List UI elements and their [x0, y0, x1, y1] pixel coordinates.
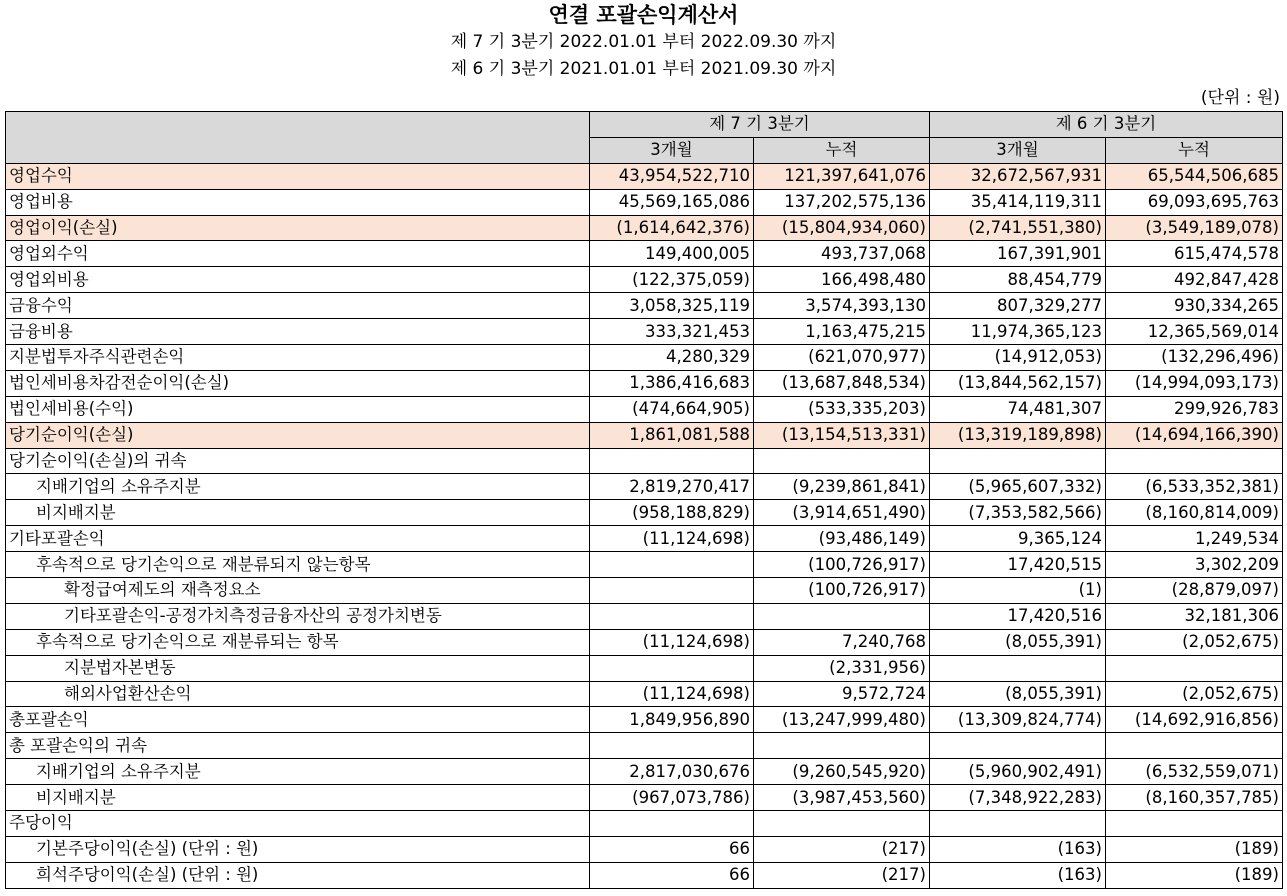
value-cell: 35,414,119,311 — [930, 189, 1106, 215]
value-cell: (163) — [930, 836, 1106, 862]
value-cell: 17,420,516 — [930, 603, 1106, 629]
value-cell — [930, 655, 1106, 681]
row-label: 지배기업의 소유주지분 — [6, 759, 590, 785]
value-cell: (5,960,902,491) — [930, 759, 1106, 785]
table-row — [6, 448, 1283, 474]
value-cell: 167,391,901 — [930, 241, 1106, 267]
row-label: 후속적으로 당기손익으로 재분류되지 않는항목 — [6, 552, 590, 578]
row-label: 비지배지분 — [6, 500, 590, 526]
value-cell: 1,249,534 — [1106, 526, 1283, 552]
value-cell — [754, 448, 930, 474]
value-cell: (6,532,559,071) — [1106, 759, 1283, 785]
table-row — [6, 241, 1283, 267]
value-cell: (967,073,786) — [590, 785, 754, 811]
table-row — [6, 215, 1283, 241]
row-label: 법인세비용(수익) — [6, 396, 590, 422]
value-cell: (100,726,917) — [754, 578, 930, 604]
value-cell: (9,239,861,841) — [754, 474, 930, 500]
value-cell: 66 — [590, 862, 754, 888]
value-cell: (100,726,917) — [754, 552, 930, 578]
value-cell: (3,987,453,560) — [754, 785, 930, 811]
value-cell: (13,247,999,480) — [754, 707, 930, 733]
period-prior: 제 6 기 3분기 2021.01.01 부터 2021.09.30 까지 — [450, 59, 837, 79]
value-cell — [590, 552, 754, 578]
value-cell: (13,319,189,898) — [930, 422, 1106, 448]
table-row — [6, 500, 1283, 526]
value-cell: 69,093,695,763 — [1106, 189, 1283, 215]
value-cell: (122,375,059) — [590, 267, 754, 293]
value-cell: (15,804,934,060) — [754, 215, 930, 241]
row-label: 기타포괄손익-공정가치측정금융자산의 공정가치변동 — [6, 603, 590, 629]
value-cell: (11,124,698) — [590, 681, 754, 707]
row-label: 당기순이익(손실) — [6, 422, 590, 448]
value-cell: (7,353,582,566) — [930, 500, 1106, 526]
row-label: 금융비용 — [6, 319, 590, 345]
row-label: 확정급여제도의 재측정요소 — [6, 578, 590, 604]
value-cell: (217) — [754, 836, 930, 862]
header-current-period: 제 7 기 3분기 — [590, 112, 930, 138]
header-prior-cum: 누적 — [1106, 137, 1283, 163]
value-cell: 1,163,475,215 — [754, 319, 930, 345]
value-cell: (2,741,551,380) — [930, 215, 1106, 241]
table-row — [6, 785, 1283, 811]
table-row — [6, 707, 1283, 733]
value-cell: (533,335,203) — [754, 396, 930, 422]
table-row — [6, 370, 1283, 396]
header-prior-period: 제 6 기 3분기 — [930, 112, 1283, 138]
row-label: 비지배지분 — [6, 785, 590, 811]
value-cell — [590, 578, 754, 604]
row-label: 지분법자본변동 — [6, 655, 590, 681]
header-prior-3m: 3개월 — [930, 137, 1106, 163]
value-cell: (6,533,352,381) — [1106, 474, 1283, 500]
row-label: 영업외수익 — [6, 241, 590, 267]
table-row — [6, 629, 1283, 655]
value-cell: (14,694,166,390) — [1106, 422, 1283, 448]
value-cell — [754, 811, 930, 837]
table-row — [6, 836, 1283, 862]
value-cell: (2,052,675) — [1106, 629, 1283, 655]
statement-title: 연결 포괄손익계산서 — [548, 3, 739, 27]
value-cell: 166,498,480 — [754, 267, 930, 293]
row-label: 주당이익 — [6, 811, 590, 837]
row-label: 총 포괄손익의 귀속 — [6, 733, 590, 759]
value-cell: 12,365,569,014 — [1106, 319, 1283, 345]
table-row — [6, 552, 1283, 578]
table-row — [6, 189, 1283, 215]
value-cell: (163) — [930, 862, 1106, 888]
value-cell: 930,334,265 — [1106, 293, 1283, 319]
value-cell: (14,994,093,173) — [1106, 370, 1283, 396]
row-label: 지분법투자주식관련손익 — [6, 345, 590, 371]
row-label: 후속적으로 당기손익으로 재분류되는 항목 — [6, 629, 590, 655]
value-cell: 3,058,325,119 — [590, 293, 754, 319]
value-cell: (8,160,814,009) — [1106, 500, 1283, 526]
value-cell: (2,052,675) — [1106, 681, 1283, 707]
value-cell: 121,397,641,076 — [754, 163, 930, 189]
row-label: 금융수익 — [6, 293, 590, 319]
table-row — [6, 578, 1283, 604]
value-cell: 1,849,956,890 — [590, 707, 754, 733]
value-cell: (5,965,607,332) — [930, 474, 1106, 500]
table-row — [6, 474, 1283, 500]
value-cell: 9,365,124 — [930, 526, 1106, 552]
value-cell — [590, 603, 754, 629]
value-cell: (14,692,916,856) — [1106, 707, 1283, 733]
value-cell: (9,260,545,920) — [754, 759, 930, 785]
value-cell: (7,348,922,283) — [930, 785, 1106, 811]
row-label: 희석주당이익(손실) (단위 : 원) — [6, 862, 590, 888]
row-label: 총포괄손익 — [6, 707, 590, 733]
row-label: 기타포괄손익 — [6, 526, 590, 552]
row-label: 영업이익(손실) — [6, 215, 590, 241]
value-cell: (189) — [1106, 836, 1283, 862]
header-row-periods — [6, 112, 1283, 138]
value-cell: 3,302,209 — [1106, 552, 1283, 578]
table-row — [6, 655, 1283, 681]
table-row — [6, 267, 1283, 293]
value-cell — [1106, 655, 1283, 681]
value-cell: (13,309,824,774) — [930, 707, 1106, 733]
header-current-3m: 3개월 — [590, 137, 754, 163]
value-cell: 2,819,270,417 — [590, 474, 754, 500]
value-cell — [1106, 448, 1283, 474]
value-cell: 137,202,575,136 — [754, 189, 930, 215]
value-cell: 7,240,768 — [754, 629, 930, 655]
value-cell: (621,070,977) — [754, 345, 930, 371]
value-cell: 615,474,578 — [1106, 241, 1283, 267]
value-cell: 492,847,428 — [1106, 267, 1283, 293]
value-cell: 66 — [590, 836, 754, 862]
value-cell: 43,954,522,710 — [590, 163, 754, 189]
table-row — [6, 811, 1283, 837]
value-cell — [930, 733, 1106, 759]
value-cell — [590, 733, 754, 759]
value-cell: (958,188,829) — [590, 500, 754, 526]
row-label: 영업비용 — [6, 189, 590, 215]
value-cell — [1106, 733, 1283, 759]
row-label: 기본주당이익(손실) (단위 : 원) — [6, 836, 590, 862]
value-cell: (13,154,513,331) — [754, 422, 930, 448]
value-cell: (217) — [754, 862, 930, 888]
value-cell: (8,160,357,785) — [1106, 785, 1283, 811]
value-cell: (28,879,097) — [1106, 578, 1283, 604]
value-cell: (11,124,698) — [590, 629, 754, 655]
value-cell: (93,486,149) — [754, 526, 930, 552]
value-cell: 2,817,030,676 — [590, 759, 754, 785]
value-cell — [754, 733, 930, 759]
row-label: 해외사업환산손익 — [6, 681, 590, 707]
value-cell: 11,974,365,123 — [930, 319, 1106, 345]
unit-label: (단위 : 원) — [1200, 88, 1280, 108]
table-row — [6, 319, 1283, 345]
row-label: 지배기업의 소유주지분 — [6, 474, 590, 500]
table-row — [6, 422, 1283, 448]
value-cell: 9,572,724 — [754, 681, 930, 707]
value-cell: (3,914,651,490) — [754, 500, 930, 526]
value-cell: 1,861,081,588 — [590, 422, 754, 448]
value-cell: 333,321,453 — [590, 319, 754, 345]
value-cell: 17,420,515 — [930, 552, 1106, 578]
value-cell — [754, 603, 930, 629]
value-cell: (14,912,053) — [930, 345, 1106, 371]
header-label-cell — [6, 112, 590, 164]
value-cell: (189) — [1106, 862, 1283, 888]
value-cell: 299,926,783 — [1106, 396, 1283, 422]
table-row — [6, 526, 1283, 552]
table-row — [6, 163, 1283, 189]
value-cell: 32,672,567,931 — [930, 163, 1106, 189]
table-row — [6, 862, 1283, 888]
value-cell: (13,844,562,157) — [930, 370, 1106, 396]
value-cell: 3,574,393,130 — [754, 293, 930, 319]
table-row — [6, 733, 1283, 759]
table-row — [6, 345, 1283, 371]
value-cell — [930, 811, 1106, 837]
value-cell: 1,386,416,683 — [590, 370, 754, 396]
row-label: 영업수익 — [6, 163, 590, 189]
value-cell — [590, 655, 754, 681]
value-cell: (132,296,496) — [1106, 345, 1283, 371]
table-row — [6, 759, 1283, 785]
row-label: 당기순이익(손실)의 귀속 — [6, 448, 590, 474]
header-current-cum: 누적 — [754, 137, 930, 163]
value-cell — [1106, 811, 1283, 837]
value-cell: (3,549,189,078) — [1106, 215, 1283, 241]
value-cell — [590, 811, 754, 837]
value-cell: (8,055,391) — [930, 681, 1106, 707]
value-cell: 493,737,068 — [754, 241, 930, 267]
table-row — [6, 603, 1283, 629]
table-row — [6, 293, 1283, 319]
value-cell — [590, 448, 754, 474]
value-cell: (2,331,956) — [754, 655, 930, 681]
row-label: 영업외비용 — [6, 267, 590, 293]
value-cell: 45,569,165,086 — [590, 189, 754, 215]
value-cell: (13,687,848,534) — [754, 370, 930, 396]
table-row — [6, 396, 1283, 422]
income-statement-table — [5, 111, 1283, 889]
value-cell: 88,454,779 — [930, 267, 1106, 293]
value-cell: (11,124,698) — [590, 526, 754, 552]
value-cell: (1) — [930, 578, 1106, 604]
value-cell: 807,329,277 — [930, 293, 1106, 319]
value-cell: (8,055,391) — [930, 629, 1106, 655]
value-cell: 65,544,506,685 — [1106, 163, 1283, 189]
value-cell — [930, 448, 1106, 474]
value-cell: (474,664,905) — [590, 396, 754, 422]
value-cell: 4,280,329 — [590, 345, 754, 371]
value-cell: (1,614,642,376) — [590, 215, 754, 241]
row-label: 법인세비용차감전순이익(손실) — [6, 370, 590, 396]
table-row — [6, 681, 1283, 707]
value-cell: 32,181,306 — [1106, 603, 1283, 629]
period-current: 제 7 기 3분기 2022.01.01 부터 2022.09.30 까지 — [450, 32, 837, 52]
value-cell: 74,481,307 — [930, 396, 1106, 422]
value-cell: 149,400,005 — [590, 241, 754, 267]
